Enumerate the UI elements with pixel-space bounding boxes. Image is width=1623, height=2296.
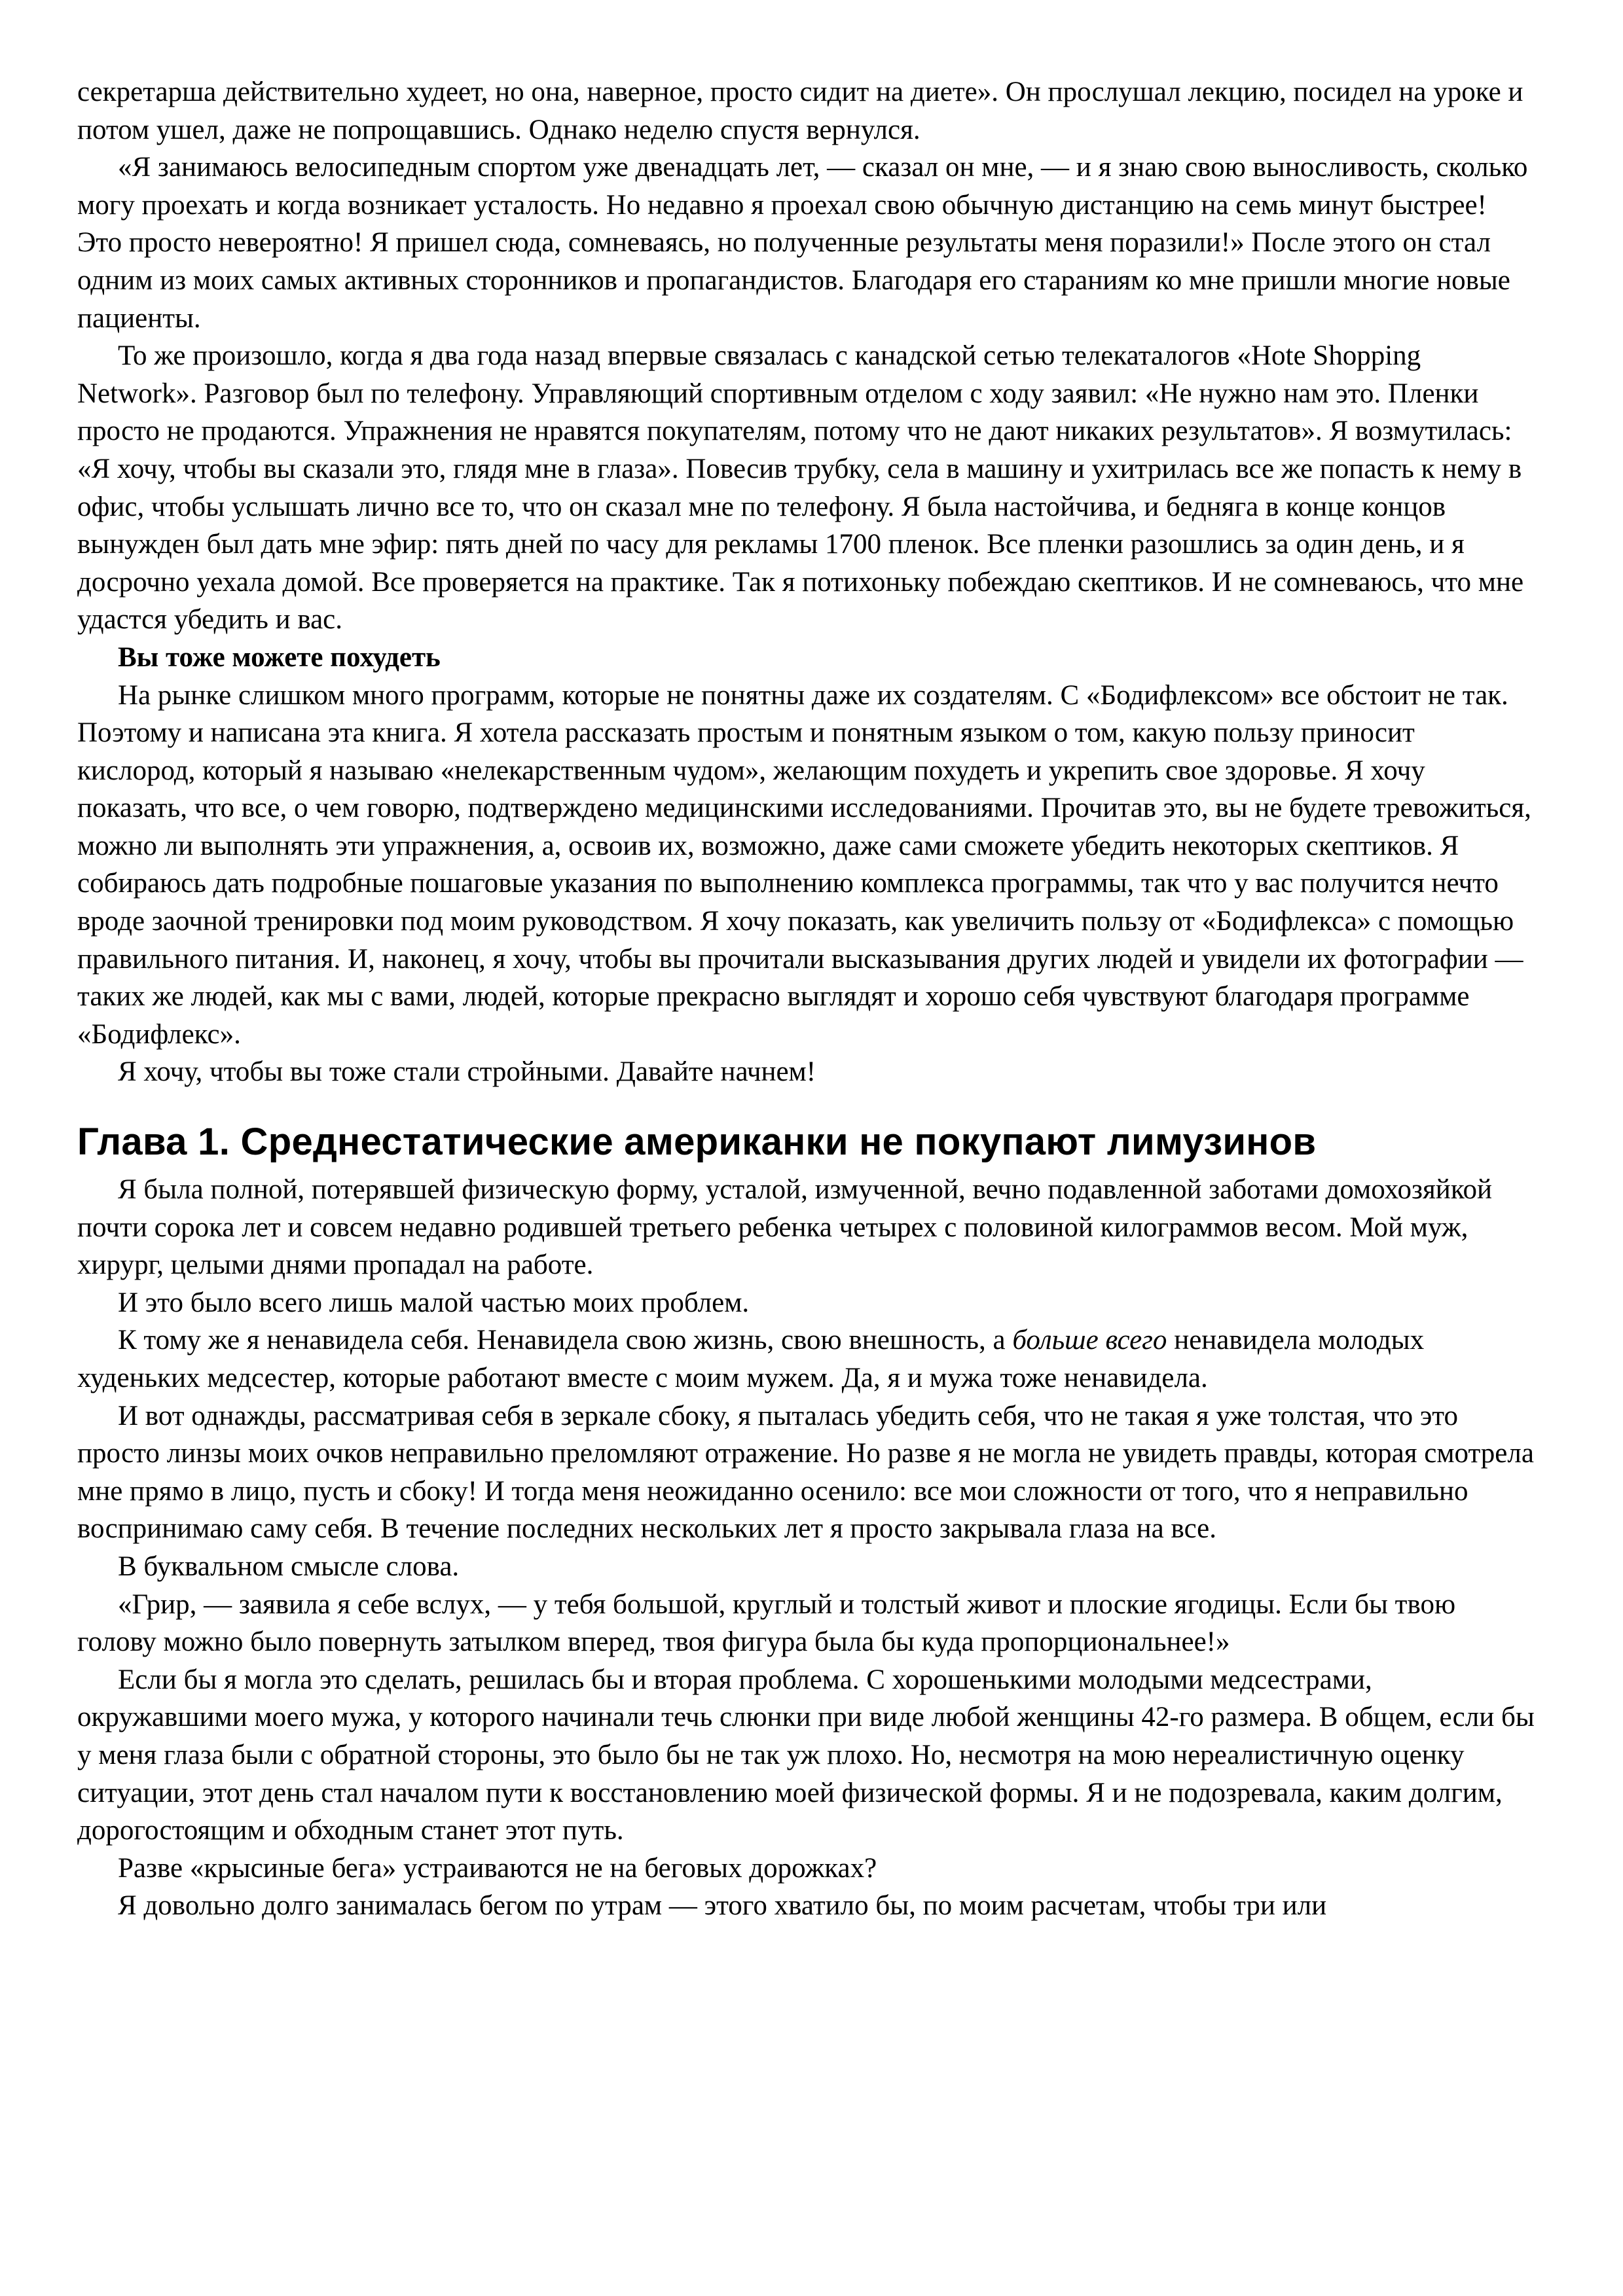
paragraph: Я была полной, потерявшей физическую форму, усталой, измученной, вечно подавленной заботами домохозяйкой почти сорока лет и совсем недавно родившей третьего ребенка четырех с половиной килограммов весом. Мой муж, хирург, целыми днями пропадал на работе. <box>77 1174 1493 1281</box>
paragraph: «Я занимаюсь велосипедным спортом уже двенадцать лет, — сказал он мне, — и я знаю свою выносливость, сколько могу проехать и когда возникает усталость. Но недавно я проехал свою обычную дистанцию на семь минут быстрее! Это просто невероятно! Я пришел сюда, сомневаясь, но полученные результаты меня поразили!» После этого он стал одним из моих самых активных сторонников и пропагандистов. Благодаря его стараниям ко мне пришли многие новые пациенты. <box>77 152 1528 334</box>
paragraph: На рынке слишком много программ, которые не понятны даже их создателям. С «Бодифлексом» все обстоит не так. Поэтому и написана эта книга. Я хотела рассказать простым и понятным языком о том, какую пользу приносит кислород, который я называю «нелекарственным чудом», желающим похудеть и укрепить свое здоровье. Я хочу показать, что все, о чем говорю, подтверждено медицинскими исследованиями. Прочитав это, вы не будете тревожиться, можно ли выполнять эти упражнения, а, освоив их, возможно, даже сами сможете убедить некоторых скептиков. Я собираюсь дать подробные пошаговые указания по выполнению комплекса программы, так что у вас получится нечто вроде заочной тренировки под моим руководством. Я хочу показать, как увеличить пользу от «Бодифлекса» с помощью правильного питания. И, наконец, я хочу, чтобы вы прочитали высказывания других людей и увидели их фотографии — таких же людей, как мы с вами, людей, которые прекрасно выглядят и хорошо себя чувствуют благодаря программе «Бодифлекс». <box>77 679 1531 1050</box>
emphasized-text: больше всего <box>1012 1325 1167 1356</box>
paragraph: секретарша действительно худеет, но она, наверное, просто сидит на диете». Он прослушал лекцию, посидел на уроке и потом ушел, даже не попрощавшись. Однако неделю спустя вернулся. <box>77 77 1523 145</box>
paragraph: В буквальном смысле слова. <box>118 1551 460 1582</box>
paragraph: Разве «крысиные бега» устраиваются не на беговых дорожках? <box>118 1852 877 1884</box>
paragraph: Я хочу, чтобы вы тоже стали стройными. Давайте начнем! <box>118 1056 816 1088</box>
paragraph-text: К тому же я ненавидела себя. Ненавидела свою жизнь, свою внешность, а <box>118 1325 1013 1356</box>
paragraph: «Грир, — заявила я себе вслух, — у тебя большой, круглый и толстый живот и плоские ягодицы. Если бы твою голову можно было повернуть затылком вперед, твоя фигура была бы куда пропорциональнее!» <box>77 1588 1456 1658</box>
paragraph: И это было всего лишь малой частью моих проблем. <box>118 1287 750 1318</box>
chapter-title: Глава 1. Среднестатические американки не покупают лимузинов <box>77 1121 1317 1164</box>
paragraph <box>77 1321 1538 1397</box>
paragraph: Если бы я могла это сделать, решилась бы и вторая проблема. С хорошенькими молодыми медсестрами, окружавшими моего мужа, у которого начинали течь слюнки при виде любой женщины 42-го размера. В общем, если бы у меня глаза были с обратной стороны, это было бы не так уж плохо. Но, несмотря на мою нереалистичную оценку ситуации, этот день стал началом пути к восстановлению моей физической формы. Я и не подозревала, каким долгим, дорогостоящим и обходным станет этот путь. <box>77 1664 1535 1846</box>
paragraph: И вот однажды, рассматривая себя в зеркале сбоку, я пыталась убедить себя, что не такая я уже толстая, что это просто линзы моих очков неправильно преломляют отражение. Но разве я не могла не увидеть правды, которая смотрела мне прямо в лицо, пусть и сбоку! И тогда меня неожиданно осенило: все мои сложности от того, что я неправильно воспринимаю саму себя. В течение последних нескольких лет я просто закрывала глаза на все. <box>77 1400 1534 1545</box>
paragraph: Я довольно долго занималась бегом по утрам — этого хватило бы, по моим расчетам, чтобы три или <box>118 1890 1327 1922</box>
paragraph: То же произошло, когда я два года назад впервые связалась с канадской сетью телекаталогов «Hote Shopping Network». Разговор был по телефону. Управляющий спортивным отделом с ходу заявил: «Не нужно нам это. Пленки просто не продаются. Упражнения не нравятся покупателям, потому что не дают никаких результатов». Я возмутилась: «Я хочу, чтобы вы сказали это, глядя мне в глаза». Повесив трубку, села в машину и ухитрилась все же попасть к нему в офис, чтобы услышать лично все то, что он сказал мне по телефону. Я была настойчива, и бедняга в конце концов вынужден был дать мне эфир: пять дней по часу для рекламы 1700 пленок. Все пленки разошлись за один день, и я досрочно уехала домой. Все проверяется на практике. Так я потихоньку побеждаю скептиков. И не сомневаюсь, что мне удастся убедить и вас. <box>77 340 1524 636</box>
section-heading: Вы тоже можете похудеть <box>118 641 441 673</box>
paragraph-text: ненавидела молодых худеньких медсестер, которые работают вместе с моим мужем. Да, я и мужа тоже ненавидела. <box>77 1325 1425 1393</box>
